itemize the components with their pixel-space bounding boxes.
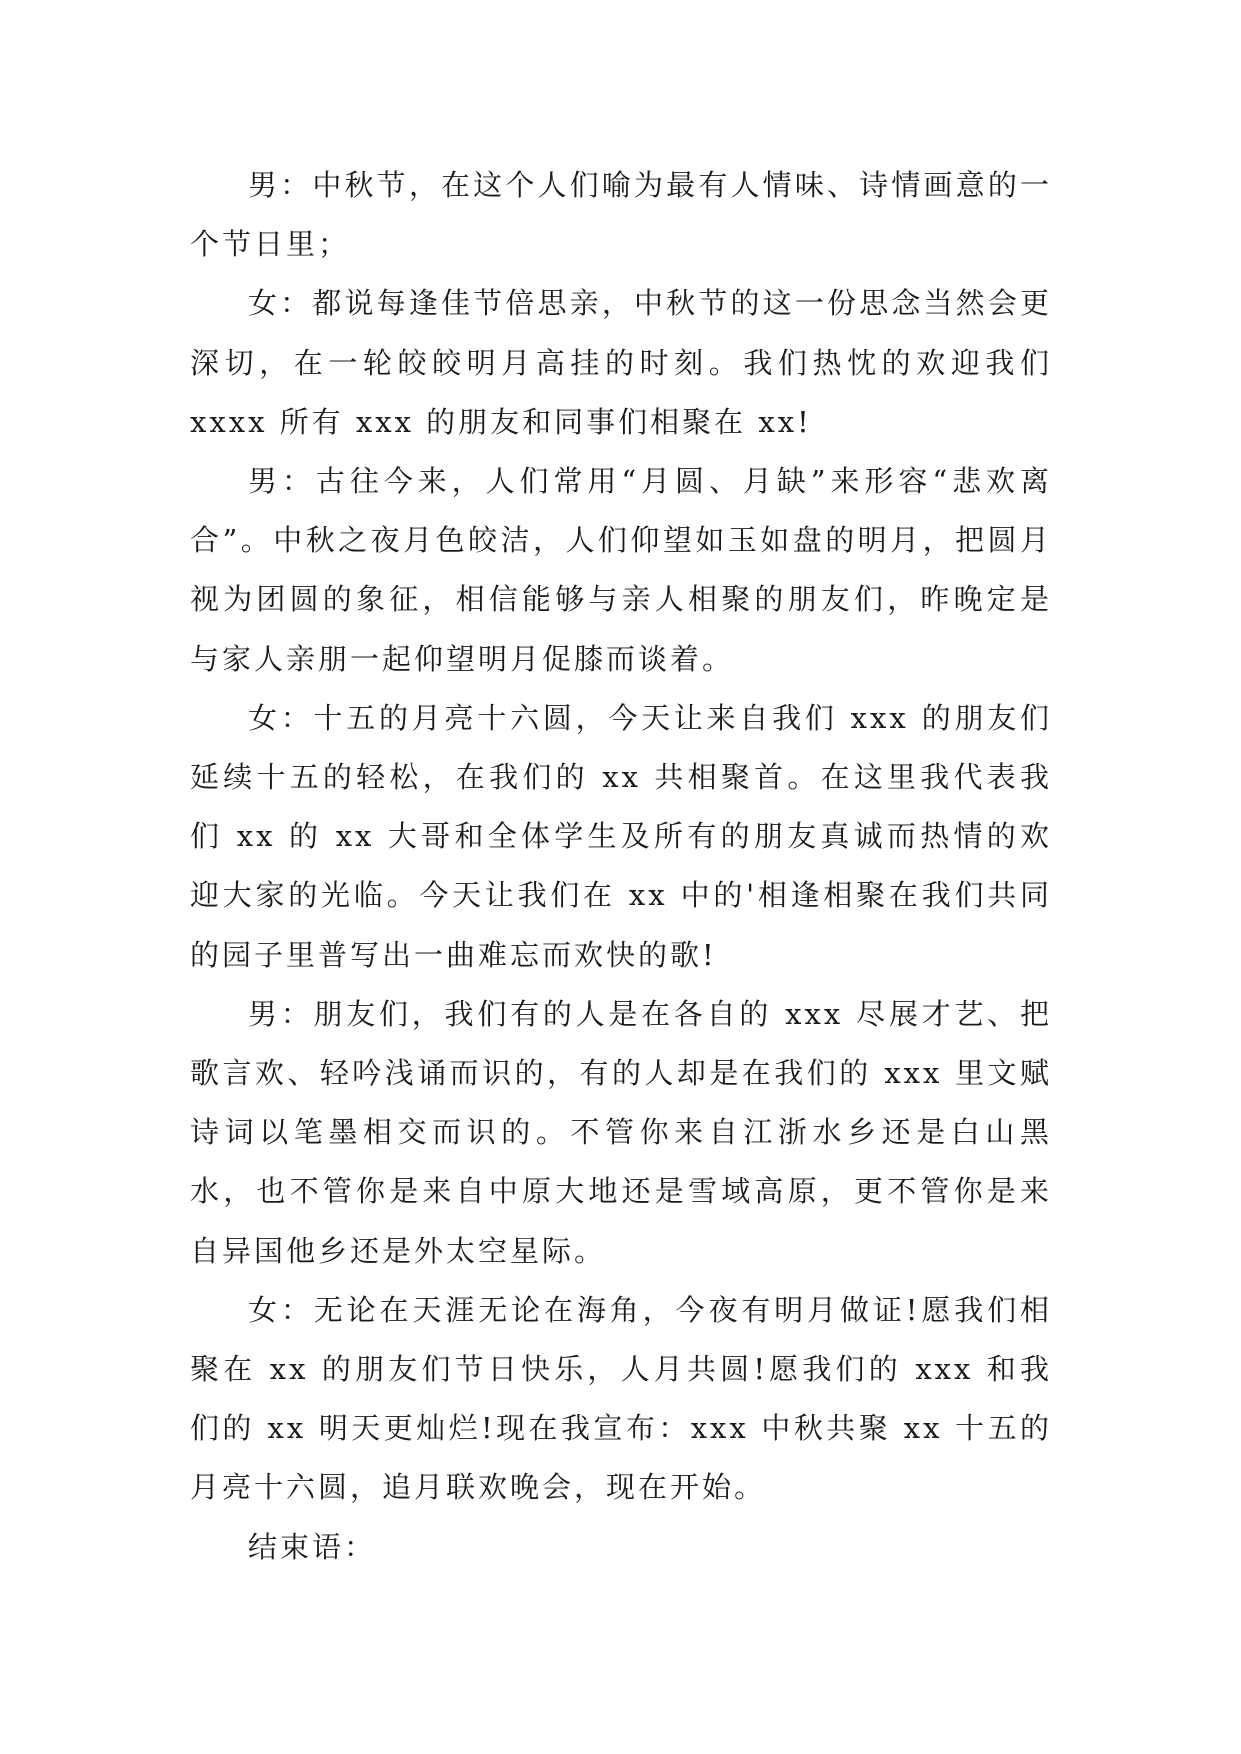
paragraph-1: 男：中秋节，在这个人们喻为最有人情味、诗情画意的一个节日里；	[190, 168, 1052, 262]
document-body	[190, 156, 1052, 1577]
paragraph-5: 男：朋友们，我们有的人是在各自的 xxx 尽展才艺、把歌言欢、轻吟浅诵而识的，有的人却是在我们的 xxx 里文赋诗词以笔墨相交而识的。不管你来自江浙水乡还是白山黑水，也不管你是来自中原大地还是雪域高原，更不管你是来自异国他乡还是外太空星际。	[190, 996, 1052, 1268]
paragraph-3: 男：古往今来，人们常用“月圆、月缺”来形容“悲欢离合”。中秋之夜月色皎洁，人们仰望如玉如盘的明月，把圆月视为团圆的象征，相信能够与亲人相聚的朋友们，昨晚定是与家人亲朋一起仰望明月促膝而谈着。	[190, 464, 1052, 676]
paragraph-2: 女：都说每逢佳节倍思亲，中秋节的这一份思念当然会更深切，在一轮皎皎明月高挂的时刻。我们热忱的欢迎我们 xxxx 所有 xxx 的朋友和同事们相聚在 xx!	[190, 286, 1052, 439]
paragraph-4: 女：十五的月亮十六圆，今天让来自我们 xxx 的朋友们延续十五的轻松，在我们的 xx 共相聚首。在这里我代表我们 xx 的 xx 大哥和全体学生及所有的朋友真诚而热情的欢迎大家的光临。今天让我们在 xx 中的'相逢相聚在我们共同的园子里普写出一曲难忘而欢快的歌!	[190, 700, 1052, 972]
paragraph-7: 结束语：	[248, 1529, 377, 1564]
paragraph-6: 女：无论在天涯无论在海角，今夜有明月做证!愿我们相聚在 xx 的朋友们节日快乐，人月共圆!愿我们的 xxx 和我们的 xx 明天更灿烂!现在我宣布：xxx 中秋共聚 xx 十五的月亮十六圆，追月联欢晚会，现在开始。	[190, 1292, 1052, 1505]
